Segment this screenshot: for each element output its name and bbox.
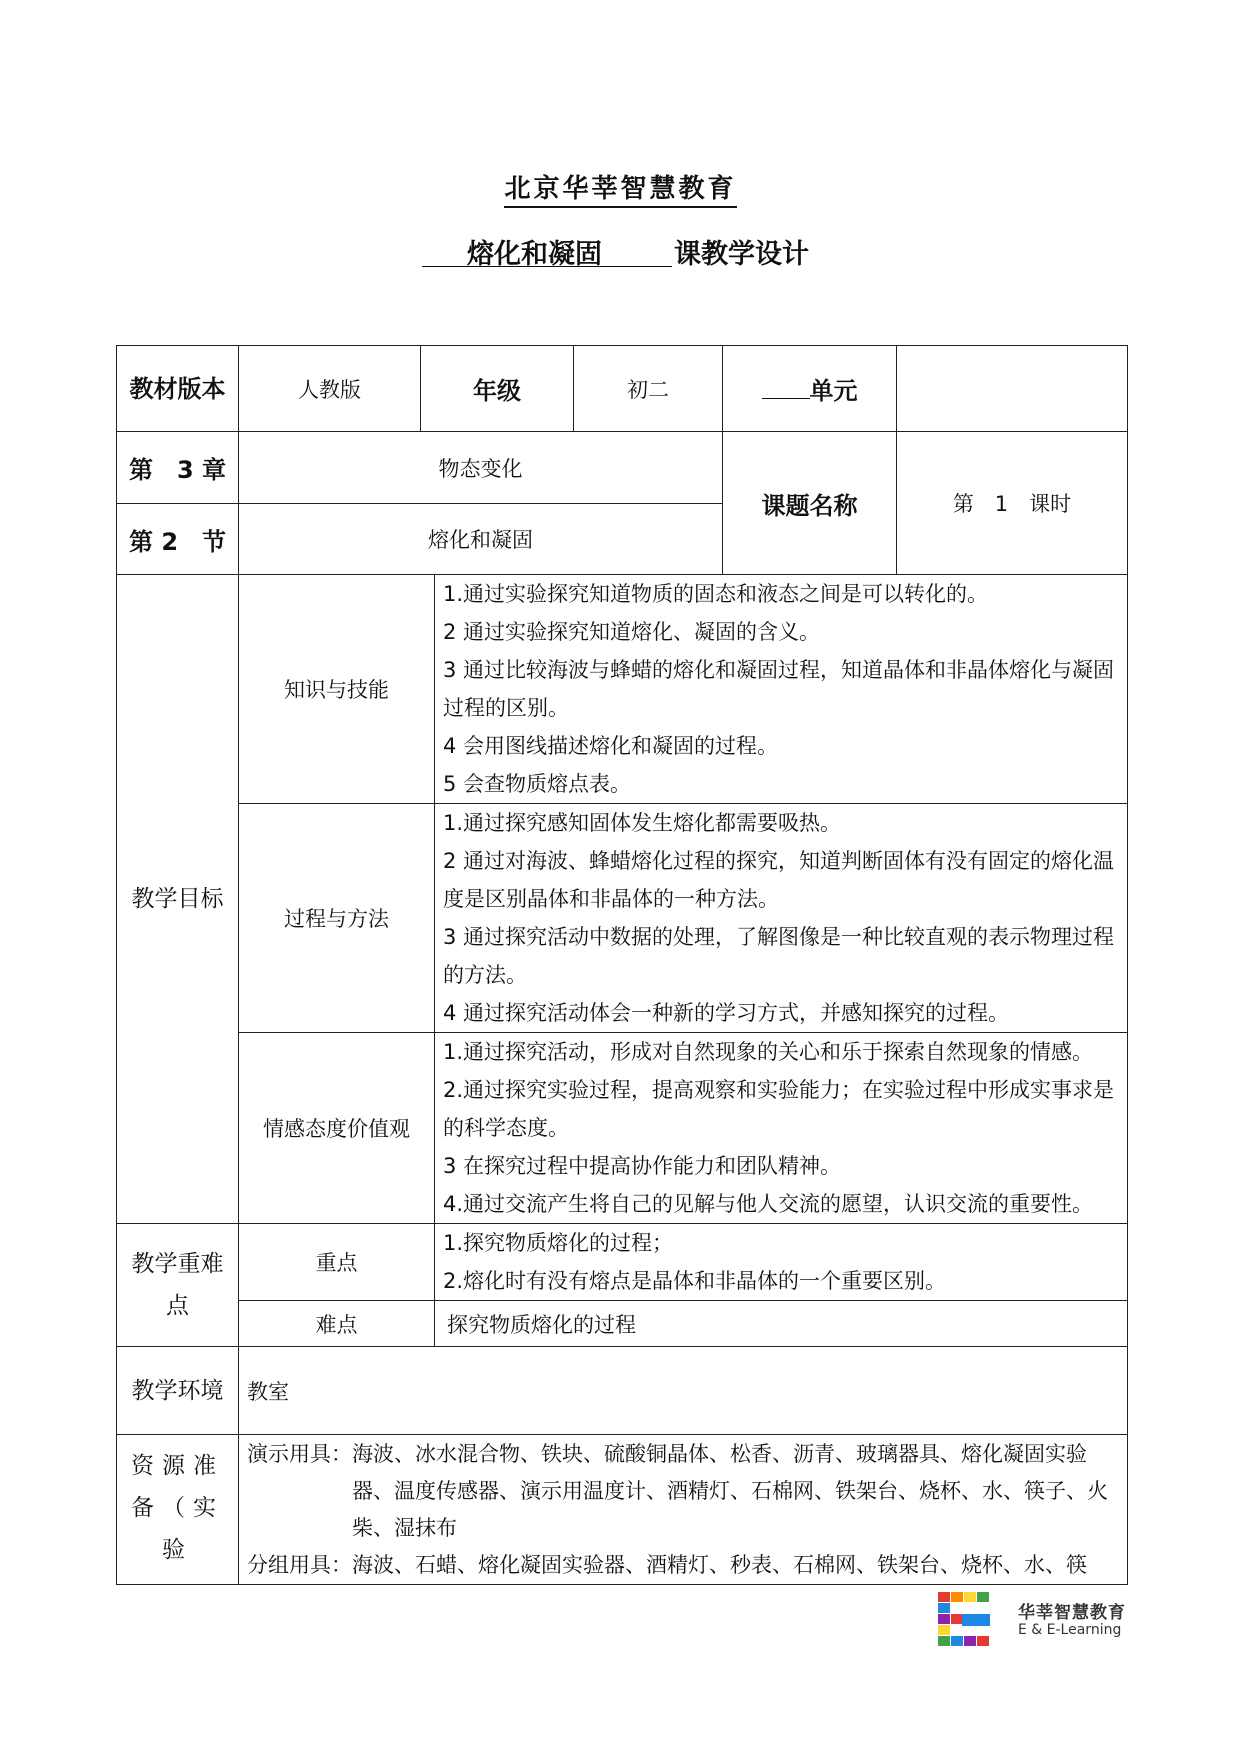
demo-tools-label: 演示用具： [247, 1441, 352, 1466]
chapter-value: 物态变化 [239, 432, 723, 504]
demo-tools-value: 海波、冰水混合物、铁块、硫酸铜晶体、松香、沥青、玻璃器具、熔化凝固实验器、温度传感器、演示用温度计、酒精灯、石棉网、铁架台、烧杯、水、筷子、火柴、湿抹布 [352, 1441, 1108, 1540]
section-value: 熔化和凝固 [239, 504, 723, 575]
environment-value: 教室 [239, 1347, 1128, 1435]
focus-item: 1.探究物质熔化的过程； [443, 1231, 674, 1255]
edition-label: 教材版本 [117, 346, 239, 432]
emotion-item: 1.通过探究活动，形成对自然现象的关心和乐于探索自然现象的情感。 [443, 1040, 1094, 1064]
lesson-plan-table [116, 345, 1128, 1585]
logo-mark-icon [932, 1590, 1000, 1650]
difficulty-label: 难点 [239, 1301, 435, 1347]
unit-blank [762, 378, 810, 399]
emotion-item: 3 在探究过程中提高协作能力和团队精神。 [443, 1154, 842, 1178]
emotion-item: 4.通过交流产生将自己的见解与他人交流的愿望，认识交流的重要性。 [443, 1192, 1094, 1216]
logo-name-cn: 华莘智慧教育 [1018, 1603, 1126, 1623]
process-items [435, 804, 1128, 1033]
focus-label: 重点 [239, 1224, 435, 1301]
objectives-label: 教学目标 [117, 575, 239, 1224]
process-item: 3 通过探究活动中数据的处理，了解图像是一种比较直观的表示物理过程的方法。 [443, 925, 1115, 987]
knowledge-label: 知识与技能 [239, 575, 435, 804]
topic-label: 课题名称 [723, 432, 897, 575]
unit-value [897, 346, 1128, 432]
key-points-label: 教学重难点 [117, 1224, 239, 1347]
unit-label: 单元 [809, 377, 858, 405]
group-tools-value: 海波、石蜡、熔化凝固实验器、酒精灯、秒表、石棉网、铁架台、烧杯、水、筷 [352, 1552, 1087, 1577]
process-item: 2 通过对海波、蜂蜡熔化过程的探究，知道判断固体有没有固定的熔化温度是区别晶体和非晶体的一种方法。 [443, 849, 1115, 911]
org-title: 北京华莘智慧教育 [0, 168, 1241, 205]
knowledge-item: 3 通过比较海波与蜂蜡的熔化和凝固过程，知道晶体和非晶体熔化与凝固过程的区别。 [443, 658, 1115, 720]
chapter-label: 第 3 章 [117, 432, 239, 504]
grade-value: 初二 [574, 346, 723, 432]
process-item: 1.通过探究感知固体发生熔化都需要吸热。 [443, 811, 842, 835]
unit-cell [723, 346, 897, 432]
knowledge-item: 1.通过实验探究知道物质的固态和液态之间是可以转化的。 [443, 582, 989, 606]
emotion-items [435, 1033, 1128, 1224]
process-item: 4 通过探究活动体会一种新的学习方式，并感知探究的过程。 [443, 1001, 1010, 1025]
demo-tools [247, 1436, 1119, 1547]
focus-items [435, 1224, 1128, 1301]
edition-value: 人教版 [239, 346, 421, 432]
brand-logo [932, 1590, 1132, 1650]
lesson-period: 第 1 课时 [897, 432, 1128, 575]
grade-label: 年级 [421, 346, 574, 432]
knowledge-item: 5 会查物质熔点表。 [443, 772, 632, 796]
lesson-title [422, 232, 922, 272]
focus-item: 2.熔化时有没有熔点是晶体和非晶体的一个重要区别。 [443, 1269, 947, 1293]
difficulty-value: 探究物质熔化的过程 [435, 1301, 1128, 1347]
process-label: 过程与方法 [239, 804, 435, 1033]
knowledge-item: 2 通过实验探究知道熔化、凝固的含义。 [443, 620, 821, 644]
emotion-label: 情感态度价值观 [239, 1033, 435, 1224]
lesson-suffix: 课教学设计 [674, 239, 809, 270]
group-tools [247, 1547, 1119, 1584]
group-tools-label: 分组用具： [247, 1552, 352, 1577]
resources-label: 资源准备（实验 [117, 1435, 239, 1585]
knowledge-item: 4 会用图线描述熔化和凝固的过程。 [443, 734, 779, 758]
environment-label: 教学环境 [117, 1347, 239, 1435]
emotion-item: 2.通过探究实验过程，提高观察和实验能力；在实验过程中形成实事求是的科学态度。 [443, 1078, 1115, 1140]
logo-name-en: E & E-Learning [1018, 1622, 1122, 1638]
section-label: 第 2 节 [117, 504, 239, 575]
knowledge-items [435, 575, 1128, 804]
lesson-topic: 熔化和凝固 [467, 239, 602, 270]
resources-value [239, 1435, 1128, 1585]
